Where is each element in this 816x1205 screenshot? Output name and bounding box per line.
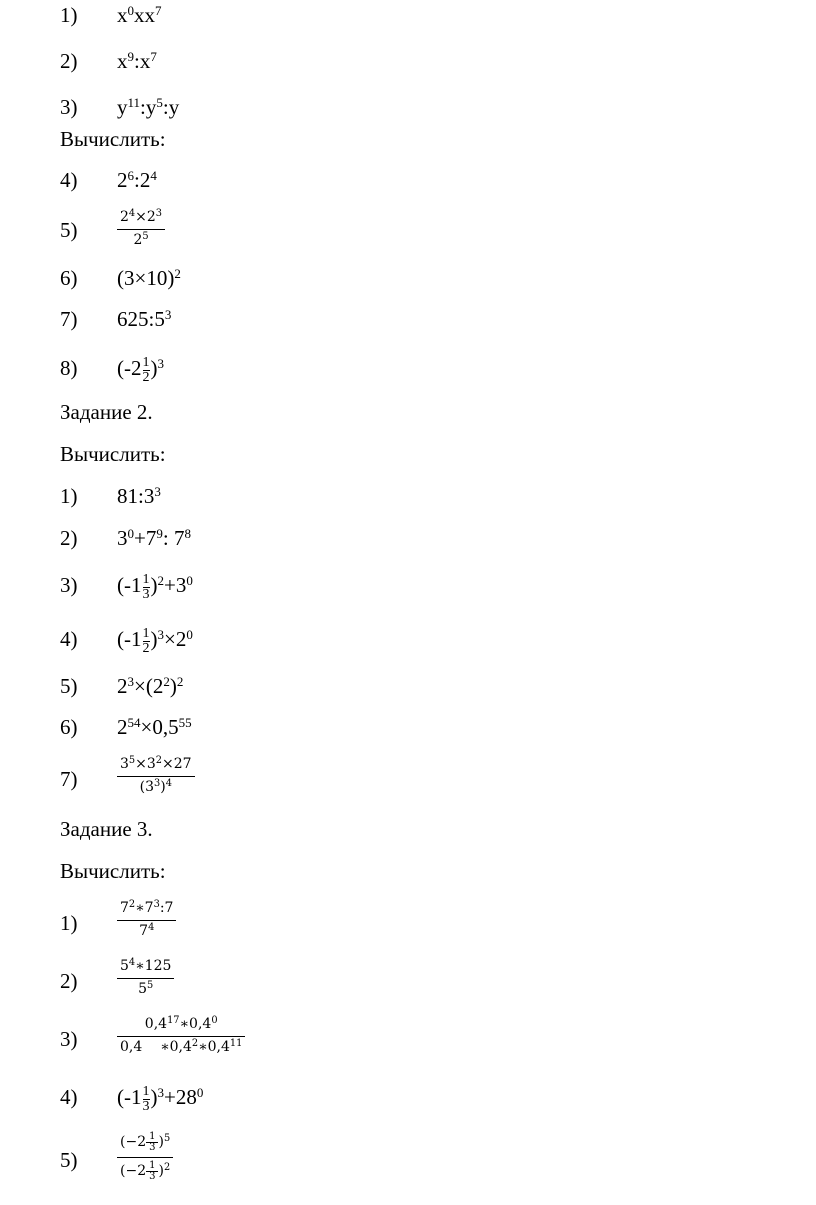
expression: $(3\times 10)^2$ — [117, 265, 181, 290]
item-number: 4) — [60, 168, 78, 192]
expression: $y^{11}:y^5:y$ — [117, 94, 180, 119]
item-number: 3) — [60, 95, 78, 119]
expression: (-1 $\frac{1}{3}$ )$^3+28^0$ — [117, 1083, 204, 1114]
item-number: 5) — [60, 1148, 78, 1172]
expression: $625:5^3$ — [117, 306, 172, 331]
expression: $x^9:x^7$ — [117, 48, 157, 73]
item-number: 1) — [60, 484, 78, 508]
expression: (-1 $\frac{1}{3}$ )$^2+3^0$ — [117, 571, 193, 602]
item-number: 4) — [60, 1085, 78, 1109]
item-number: 1) — [60, 911, 78, 935]
item-number: 6) — [60, 266, 78, 290]
item-number: 7) — [60, 307, 78, 331]
expression: $\frac{0,4^{17}∗0,4^0}{0,4 ∗0,4^2∗0,4^{11}}$ — [117, 1014, 245, 1059]
expression: $3^0+7^9$: $7^8$ — [117, 525, 191, 550]
section-heading: Вычислить: — [60, 442, 166, 466]
expression: $2^3\times(2^2)^2$ — [117, 673, 184, 698]
expression: (−2 $\frac{1}{3}$ )$^5$ (−2 $\frac{1}{3}$ )$^2$ — [117, 1129, 173, 1186]
item-number: 4) — [60, 627, 78, 651]
item-number: 2) — [60, 526, 78, 550]
item-number: 8) — [60, 356, 78, 380]
item-number: 3) — [60, 1027, 78, 1051]
expression: $x^0xx^7$ — [117, 2, 162, 27]
expression: $2^6:2^4$ — [117, 167, 157, 192]
expression: (-2 $\frac{1}{2}$ )$^3$ — [117, 354, 165, 385]
item-number: 3) — [60, 573, 78, 597]
item-number: 1) — [60, 3, 78, 27]
expression: $\frac{2^4\times 2^3}{2^5}$ — [117, 207, 165, 252]
item-number: 2) — [60, 49, 78, 73]
expression: $2^{54}\times 0,5^{55}$ — [117, 714, 192, 739]
item-number: 5) — [60, 674, 78, 698]
item-number: 7) — [60, 767, 78, 791]
expression: $\frac{7^2∗7^3:7}{7^4}$ — [117, 898, 176, 943]
item-number: 2) — [60, 969, 78, 993]
section-heading: Вычислить: — [60, 127, 166, 151]
item-number: 5) — [60, 218, 78, 242]
section-heading: Вычислить: — [60, 859, 166, 883]
item-number: 6) — [60, 715, 78, 739]
task-title: Задание 2. — [60, 400, 153, 424]
expression: $\frac{3^5\times 3^2\times 27}{(3^3)^4}$ — [117, 754, 195, 799]
expression: $81:3^3$ — [117, 483, 161, 508]
task-title: Задание 3. — [60, 817, 153, 841]
expression: (-1 $\frac{1}{2}$ )$^3\times 2^0$ — [117, 625, 193, 656]
expression: $\frac{5^4∗125}{5^5}$ — [117, 956, 174, 1001]
